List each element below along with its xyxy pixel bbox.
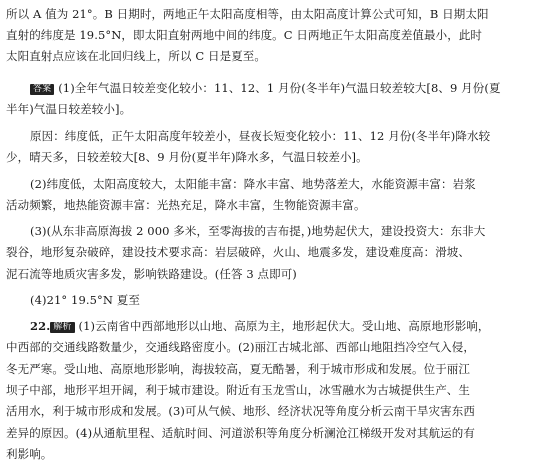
text-line-2: 直射的纬度是 19.5°N，即太阳直射两地中间的纬度。C 日两地正午太阳高度差值最小，此时 — [6, 28, 483, 42]
text-line-1: 所以 A 值为 21°。B 日期时，两地正午太阳高度相等，由太阳高度计算公式可知，B 日期太阳 — [6, 7, 489, 21]
answer-badge: 答案 — [30, 84, 54, 95]
text-line-13: (4)21° 19.5°N 夏至 — [30, 293, 141, 307]
text-line-7: 少，晴天多，日较差较大[8、9 月份(夏半年)降水多，气温日较差小]。 — [6, 150, 368, 164]
question-22-line — [30, 318, 490, 334]
text-line-8: (2)纬度低，太阳高度较大，太阳能丰富：降水丰富、地势落差大，水能资源丰富：岩浆 — [30, 177, 476, 191]
question-number: 22. — [30, 319, 51, 333]
text-line-9: 活动频繁，地热能资源丰富：光热充足，降水丰富，生物能资源丰富。 — [6, 198, 366, 212]
answer-line-1 — [30, 80, 501, 96]
analysis-text-1: (1)云南省中西部地形以山地、高原为主，地形起伏大。受山地、高原地形影响， — [78, 319, 490, 333]
text-line-11: 裂谷，地形复杂破碎，建设技术要求高：岩层破碎，火山、地震多发，建设难度高：滑坡、 — [6, 245, 470, 259]
text-line-12: 泥石流等地质灾害多发，影响铁路建设。(任答 3 点即可) — [6, 267, 297, 281]
text-line-18: 活用水，利于城市形成和发展。(3)可从气候、地形、经济状况等角度分析云南干旱灾害东西 — [6, 404, 475, 418]
text-line-6: 原因：纬度低，正午太阳高度年较差小，昼夜长短变化较小：11、12 月份(冬半年)降水较 — [30, 129, 491, 143]
text-line-16: 冬无严寒。受山地、高原地形影响，海拔较高，夏无酷暑，利于城市形成和发展。位于丽江 — [6, 362, 470, 376]
text-line-5: 半年)气温日较差较小]。 — [6, 102, 132, 116]
text-line-3: 太阳直射点应该在北回归线上，所以 C 日是夏至。 — [6, 49, 267, 63]
answer-text-1: (1)全年气温日较差变化较小：11、12、1 月份(冬半年)气温日较差较大[8、9 月份(夏 — [58, 81, 501, 95]
analysis-badge: 解析 — [50, 322, 74, 333]
text-line-19: 差异的原因。(4)从通航里程、适航时间、河道淤积等角度分析澜沧江梯级开发对其航运的有 — [6, 426, 475, 440]
text-line-17: 坝子中部，地形平坦开阔，利于城市建设。附近有玉龙雪山，冰雪融水为古城提供生产、生 — [6, 383, 470, 397]
text-line-15: 中西部的交通线路数量少，交通线路密度小。(2)丽江古城北部、西部山地阻挡冷空气入侵， — [6, 340, 475, 354]
text-line-10: (3)(从东非高原海拔 2 000 多米，至零海拔的吉布提，)地势起伏大，建设投资大：东非大 — [30, 224, 486, 238]
text-line-20: 利影响。 — [6, 447, 53, 461]
